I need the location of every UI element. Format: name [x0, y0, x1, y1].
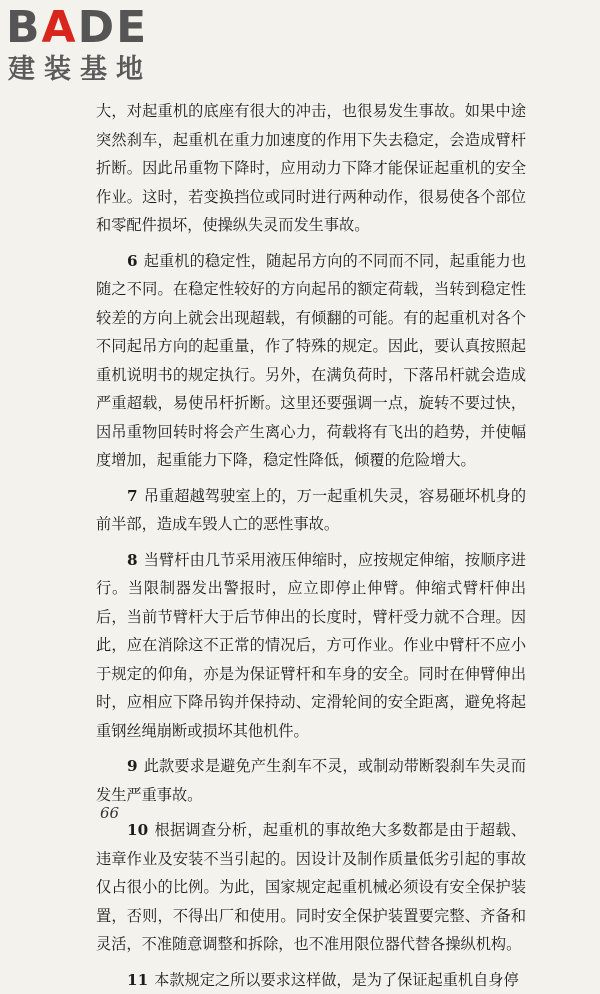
page-number: 66 — [100, 804, 119, 822]
logo-letters-de: DE — [78, 2, 149, 53]
logo-subtitle: 建装基地 — [8, 54, 152, 86]
logo-letter-a: A — [42, 2, 78, 53]
clause-number: 10 — [127, 821, 148, 839]
paragraph-6 — [96, 247, 526, 475]
paragraph-text: 此款要求是避免产生刹车不灵，或制动带断裂刹车失灵而发生严重事故。 — [96, 757, 526, 804]
paragraph-continued — [96, 97, 526, 240]
clause-number: 6 — [127, 252, 138, 270]
paragraph-text: 大，对起重机的底座有很大的冲击，也很易发生事故。如果中途突然刹车，起重机在重力加速度的作用下失去稳定，会造成臂杆折断。因此吊重物下降时，应用动力下降才能保证起重机的安全作业。这时，若变换挡位或同时进行两种动作，很易使各个部位和零配件损坏，使操纵失灵而发生事故。 — [96, 102, 526, 234]
logo — [6, 4, 176, 92]
logo-letter-b: B — [6, 2, 42, 53]
paragraph-text: 吊重超越驾驶室上的，万一起重机失灵，容易砸坏机身的前半部，造成车毁人亡的恶性事故。 — [96, 487, 526, 534]
logo-wordmark — [6, 4, 148, 52]
paragraph-text: 本款规定之所以要求这样做，是为了保证起重机自身停 — [154, 971, 519, 989]
paragraph-7 — [96, 482, 526, 539]
paragraph-text: 当臂杆由几节采用液压伸缩时，应按规定伸缩，按顺序进行。当限制器发出警报时，应立即停止伸臂。伸缩式臂杆伸出后，当前节臂杆大于后节伸出的长度时，臂杆受力就不合理。因此，应在消除这不正常的情况后，方可作业。作业中臂杆不应小于规定的仰角，亦是为保证臂杆和车身的安全。同时在伸臂伸出时，应相应下降吊钩并保持动、定滑轮间的安全距离，避免将起重钢丝绳崩断或损坏其他机件。 — [96, 551, 526, 740]
paragraph-text: 起重机的稳定性，随起吊方向的不同而不同，起重能力也随之不同。在稳定性较好的方向起吊的额定荷载，当转到稳定性较差的方向上就会出现超载，有倾翻的可能。有的起重机对各个不同起吊方向的起重量，作了特殊的规定。因此，要认真按照起重机说明书的规定执行。另外，在满负荷时，下落吊杆就会造成严重超载，易使吊杆折断。这里还要强调一点，旋转不要过快，因吊重物回转时将会产生离心力，荷载将有飞出的趋势，并使幅度增加，起重能力下降，稳定性降低，倾覆的危险增大。 — [96, 252, 526, 470]
paragraph-8 — [96, 546, 526, 746]
clause-number: 9 — [127, 757, 138, 775]
paragraph-9 — [96, 752, 526, 809]
paragraph-text: 根据调查分析，起重机的事故绝大多数都是由于超载、违章作业及安装不当引起的。因设计及制作质量低劣引起的事故仅占很小的比例。为此，国家规定起重机械必须设有安全保护装置，否则，不得出厂和使用。同时安全保护装置要完整、齐备和灵活，不准随意调整和拆除，也不准用限位器代替各操纵机构。 — [96, 821, 526, 953]
page-body — [96, 97, 526, 994]
clause-number: 8 — [127, 551, 138, 569]
clause-number: 7 — [127, 487, 138, 505]
clause-number: 11 — [127, 971, 148, 989]
paragraph-10 — [96, 816, 526, 959]
paragraph-11 — [96, 966, 526, 994]
